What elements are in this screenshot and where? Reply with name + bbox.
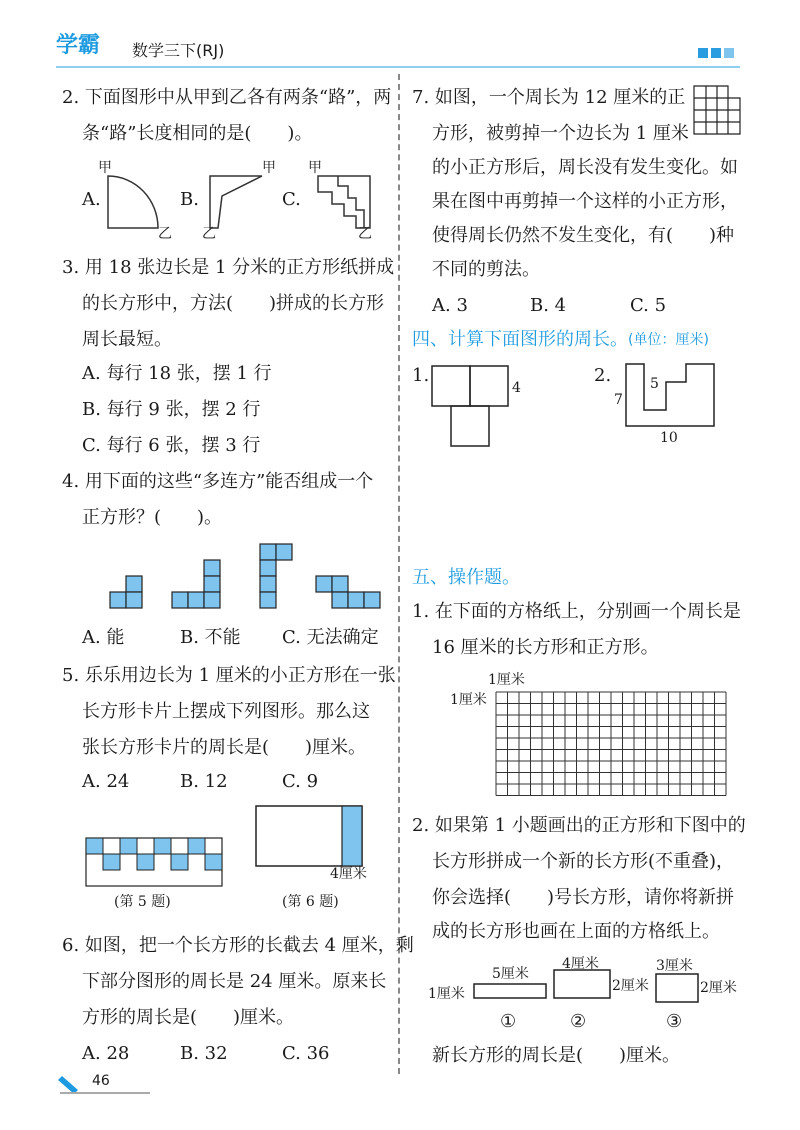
sec4-title: 四、计算下面图形的周长。 (412, 329, 628, 350)
sec4-p2-label-5: 5 (650, 376, 659, 392)
q6-line1: 6. 如图，把一个长方形的长截去 4 厘米，剩 (62, 935, 414, 956)
rect2-right-label: 2厘米 (612, 978, 649, 994)
q2-line1: 2. 下面图形中从甲到乙各有两条“路”，两 (62, 87, 392, 108)
sec4-p1-num: 1. (412, 365, 430, 386)
sec4-p1-label: 4 (512, 380, 521, 396)
q4-opt-c: C. 无法确定 (282, 627, 379, 648)
q5-line2: 长方形卡片上摆成下列图形。那么这 (82, 701, 370, 722)
q7-opt-b: B. 4 (530, 295, 567, 316)
rect-2 (554, 970, 610, 998)
grid-left-label: 1厘米 (450, 692, 487, 708)
q4-opt-a: A. 能 (82, 627, 125, 648)
rect1-left-label: 1厘米 (428, 986, 465, 1002)
rect3-num: ③ (666, 1011, 683, 1032)
q4-line2: 正方形？( )。 (82, 507, 223, 528)
rect3-right-label: 2厘米 (700, 980, 737, 996)
sec5-q1-line1: 1. 在下面的方格纸上，分别画一个周长是 (412, 601, 741, 622)
rect3-top-label: 3厘米 (656, 958, 693, 974)
brand-logo: 学霸 (56, 33, 101, 58)
q5-opt-b: B. 12 (180, 771, 228, 792)
q7-opt-c: C. 5 (630, 295, 667, 316)
q3-opt-b: B. 每行 9 张，摆 2 行 (82, 399, 261, 420)
rect-3 (656, 974, 698, 1002)
q7-opt-a: A. 3 (432, 295, 468, 316)
q2-opt-c: C. (282, 189, 301, 210)
sec5-title: 五、操作题。 (412, 567, 520, 588)
rect1-top-label: 5厘米 (492, 966, 529, 982)
sec5-q2-line3: 你会选择( )号长方形，请你将新拼 (432, 887, 735, 908)
q2-a-yi: 乙 (158, 226, 172, 242)
q2-opt-b: B. (180, 189, 199, 210)
page-number: 46 (92, 1073, 110, 1089)
q6-opt-a: A. 28 (82, 1043, 130, 1064)
q5-caption: (第 5 题) (114, 894, 171, 910)
rect-1 (474, 984, 546, 998)
q2-a-jia: 甲 (98, 160, 112, 176)
sec5-final: 新长方形的周长是( )厘米。 (432, 1045, 681, 1066)
q7-line5: 使得周长仍然不发生变化，有( )种 (432, 225, 735, 246)
q2-c-jia: 甲 (308, 160, 322, 176)
q6-opt-b: B. 32 (180, 1043, 228, 1064)
q3-opt-c: C. 每行 6 张，摆 3 行 (82, 435, 261, 456)
q7-line4: 果在图中再剪掉一个这样的小正方形， (432, 191, 738, 212)
q2-c-yi: 乙 (358, 226, 372, 242)
sec5-q2-line1: 2. 如果第 1 小题画出的正方形和下图中的 (412, 815, 746, 836)
q2-opt-a: A. (82, 189, 101, 210)
q6-opt-c: C. 36 (282, 1043, 330, 1064)
q3-line2: 的长方形中，方法( )拼成的长方形 (82, 293, 385, 314)
q5-line3: 张长方形卡片的周长是( )厘米。 (82, 737, 367, 758)
sec5-q2-line2: 长方形拼成一个新的长方形(不重叠)， (432, 851, 735, 872)
sec5-q1-line2: 16 厘米的长方形和正方形。 (432, 637, 659, 658)
q6fig-label: 4厘米 (330, 866, 367, 882)
q2-b-jia: 甲 (262, 160, 276, 176)
q3-opt-a: A. 每行 18 张，摆 1 行 (82, 363, 272, 384)
q5-opt-a: A. 24 (82, 771, 130, 792)
sec4-p2-num: 2. (594, 365, 612, 386)
rect2-num: ② (570, 1011, 587, 1032)
sec5-q2-line4: 成的长方形也画在上面的方格纸上。 (432, 921, 720, 942)
q7-line1: 7. 如图，一个周长为 12 厘米的正 (412, 87, 686, 108)
q5-line1: 5. 乐乐用边长为 1 厘米的小正方形在一张 (62, 665, 396, 686)
q4-opt-b: B. 不能 (180, 627, 241, 648)
q6-caption: (第 6 题) (282, 894, 339, 910)
q3-line1: 3. 用 18 张边长是 1 分米的正方形纸拼成 (62, 257, 395, 278)
sec4-unit: (单位：厘米) (628, 332, 709, 348)
q2-line2: 条“路”长度相同的是( )。 (82, 123, 313, 144)
q5-opt-c: C. 9 (282, 771, 319, 792)
sec4-p2-label-10: 10 (660, 430, 678, 446)
sec4-p2-label-7: 7 (614, 392, 623, 408)
q7-line3: 的小正方形后，周长没有发生变化。如 (432, 157, 738, 178)
q3-line3: 周长最短。 (82, 329, 172, 350)
rect2-top-label: 4厘米 (562, 956, 599, 972)
q6-line3: 方形的周长是( )厘米。 (82, 1007, 295, 1028)
subject-title: 数学三下(RJ) (132, 41, 225, 60)
q2-b-yi: 乙 (202, 226, 216, 242)
grid-top-label: 1厘米 (488, 672, 525, 688)
rect1-num: ① (500, 1011, 517, 1032)
q6-line2: 下部分图形的周长是 24 厘米。原来长 (82, 971, 387, 992)
q7-line6: 不同的剪法。 (432, 259, 540, 280)
q7-line2: 方形，被剪掉一个边长为 1 厘米 (432, 123, 689, 144)
q4-line1: 4. 用下面的这些“多连方”能否组成一个 (62, 471, 374, 492)
